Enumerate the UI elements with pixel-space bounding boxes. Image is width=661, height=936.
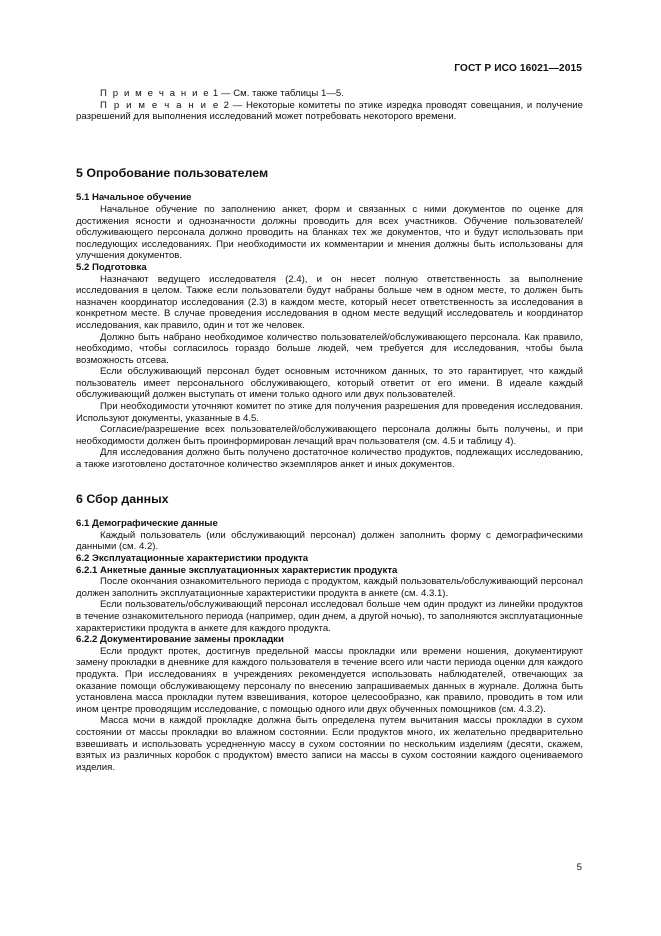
paragraph: При необходимости уточняют комитет по этике для получения разрешения для проведения исследования. Используют документы, указанные в 4.5. (76, 401, 583, 424)
note-text: — См. также таблицы 1—5. (220, 88, 344, 99)
paragraph: Согласие/разрешение всех пользователей/обслуживающего персонала должны быть получены, и при необходимости должен быть проинформирован лечащий врач пользователя (см. 4.5 и таблицу 4). (76, 424, 583, 447)
subsection-6-1-title: 6.1 Демографические данные (76, 518, 218, 530)
note-number: 2 (223, 99, 229, 111)
section-5-title: 5 Опробование пользователем (76, 165, 269, 180)
paragraph: Масса мочи в каждой прокладке должна быть определена путем вычитания массы прокладки в сухом состоянии от массы прокладки во влажном состоянии. Если продуктов много, их желательно предварительно взвешивать и использовать усредненную массу в сухом состоянии по нескольким изделиям (десяти, скажем, взятых из различных коробок с продуктом) вместо записи на массы в сухом состоянии каждого оцениваемого изделия. (76, 715, 583, 773)
note-1 (76, 88, 583, 100)
paragraph: Если продукт протек, достигнув предельной массы прокладки или времени ношения, документируют замену прокладки в дневнике для каждого пользователя в течение всего или части периода оценки для каждого продукта. При исследованиях в учреждениях рекомендуется использовать наблюдателей, отвечающих за оказание помощи обслуживающему персоналу по внесению запрашиваемых данных в журнале. Должна быть установлена масса прокладки путем взвешивания, которое целесообразно, как правило, проводить в том или ином центре проводящим исследование, с помощью одного или двух обученных помощников (см. 4.3.2). (76, 645, 583, 715)
page-content (76, 88, 583, 773)
note-text: — Некоторые комитеты по этике изредка проводят совещания, и получение разрешений для выполнения исследований может потребовать некоторого времени. (76, 99, 583, 123)
subsection-5-1-title: 5.1 Начальное обучение (76, 192, 192, 204)
note-label: П р и м е ч а н и е (100, 99, 220, 111)
subsection-5-2-title: 5.2 Подготовка (76, 261, 147, 273)
page-number: 5 (576, 862, 582, 873)
paragraph: Должно быть набрано необходимое количество пользователей/обслуживающего персонала. Как правило, необходимо, чтобы согласилось гораздо больше людей, чем требуется для исследования, чтобы была возможность отсева. (76, 331, 583, 366)
subsection-6-2-2-title: 6.2.2 Документирование замены прокладки (76, 634, 284, 646)
subsection-6-2-title: 6.2 Эксплуатационные характеристики продукта (76, 553, 309, 564)
note-label: П р и м е ч а н и е (100, 88, 211, 99)
section-6-title: 6 Сбор данных (76, 491, 169, 506)
paragraph: Для исследования должно быть получено достаточное количество продуктов, подлежащих исследованию, а также изготовлено достаточное количество экземпляров анкет и иных документов. (76, 447, 583, 471)
paragraph: Если пользователь/обслуживающий персонал исследовал больше чем один продукт из линейки продуктов в течение ознакомительного периода (например, один днем, а другой ночью), то заполняются эксплуатационные характеристики продукта в анкете для каждого продукта. (76, 599, 583, 634)
subsection-6-2-1-title: 6.2.1 Анкетные данные эксплуатационных характеристик продукта (76, 564, 398, 576)
paragraph: Назначают ведущего исследователя (2.4), и он несет полную ответственность за выполнение исследования в целом. Также если пользователи будут набраны больше чем в одном месте, то должен быть назначен координатор исследования (2.3) в каждом месте, который несет ответственность за исследования в конкретном месте. В случае проведения исследования в одном месте ведущий исследователь и координатор исследования, как правило, один и тот же человек. (76, 273, 583, 331)
note-number: 1 (212, 88, 219, 99)
document-id-header: ГОСТ Р ИСО 16021—2015 (454, 63, 582, 74)
paragraph: Каждый пользователь (или обслуживающий персонал) должен заполнить форму с демографическими данными (см. 4.2). (76, 529, 583, 553)
paragraph: После окончания ознакомительного периода с продуктом, каждый пользователь/обслуживающий персонал должен заполнить эксплуатационные характеристики продукта в анкете (см. 4.3.1). (76, 576, 583, 599)
note-2 (76, 100, 583, 123)
paragraph: Если обслуживающий персонал будет основным источником данных, то это гарантирует, что каждый пользователь имеет персонального обслуживающего, который ответит от его имени. В идеале каждый обслуживающий должен выступать от имени только одного или двух пользователей. (76, 366, 583, 401)
paragraph: Начальное обучение по заполнению анкет, форм и связанных с ними документов по оценке для достижения ясности и однозначности должны проводить для всех участников. Обучение пользователей/обслуживающего персонала должно проводить на бланках тех же документов, что и будут использовать при последующих исследованиях. При необходимости их комментарии и мнения должны быть использованы для улучшения документов. (76, 203, 583, 262)
